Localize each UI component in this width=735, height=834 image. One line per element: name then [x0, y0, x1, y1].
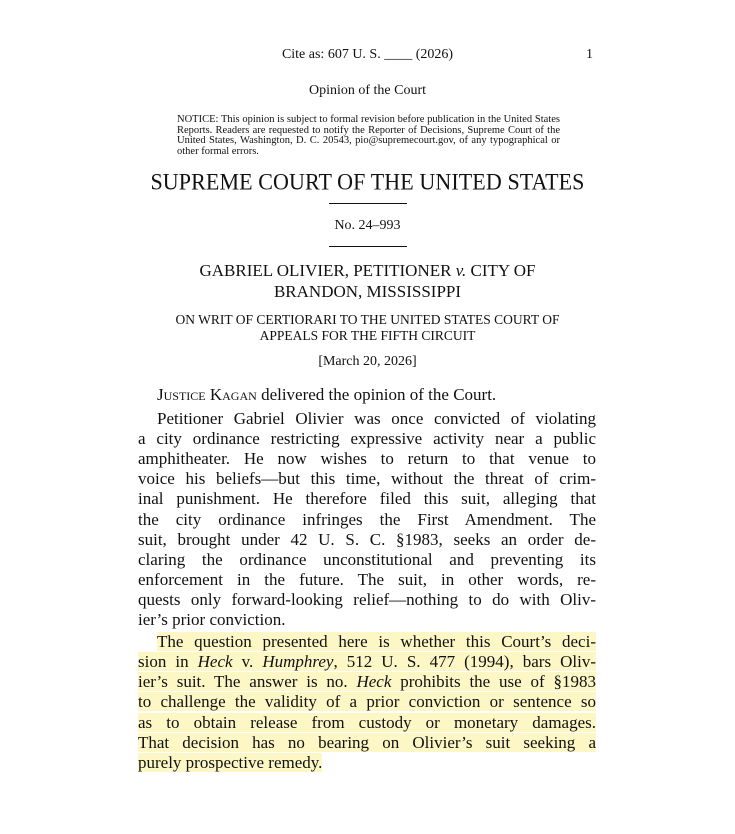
writ-line	[140, 312, 595, 344]
writ-line-2: APPEALS FOR THE FIFTH CIRCUIT	[259, 328, 476, 343]
court-name: SUPREME COURT OF THE UNITED STATES	[150, 168, 585, 195]
case-name: Humphrey	[262, 652, 334, 672]
paragraph-2-line	[138, 652, 596, 672]
paragraph-1-line: quests only forward-looking relief—nothing to do with Oliv-	[138, 589, 596, 609]
paragraph-1-line: the city ordinance infringes the First Amendment. The	[138, 509, 596, 529]
divider-rule	[329, 246, 407, 247]
paragraph-2-line	[138, 672, 596, 692]
case-caption	[150, 260, 585, 302]
highlighted-text	[138, 672, 596, 691]
paragraph-1-line: a city ordinance restricting expressive activity near a public	[138, 429, 596, 449]
caption-respondent-b: BRANDON, MISSISSIPPI	[273, 282, 462, 301]
paragraph-1-line: claring the ordinance unconstitutional and preventing its	[138, 549, 596, 569]
case-name: Heck	[197, 652, 233, 672]
caption-petitioner: GABRIEL OLIVIER, PETITIONER	[199, 261, 456, 280]
publication-notice: NOTICE: This opinion is subject to formal revision before publication in the United States Reports. Readers are requested to notify the Reporter of Decisions, Supreme Court of the United States, Washington, D. C. 20543, pio@supremecourt.gov, of any typographical or other formal errors.	[177, 114, 560, 157]
paragraph-2-line	[138, 753, 596, 773]
citation-header: Cite as: 607 U. S. ____ (2026)	[281, 47, 454, 62]
highlighted-text: as to obtain release from custody or monetary damages.	[138, 712, 596, 732]
case-name: Heck	[356, 672, 392, 692]
text-run: prohibits the use of §1983	[391, 672, 596, 692]
page-number: 1	[586, 47, 593, 62]
justice-name: Justice Kagan	[157, 385, 257, 404]
paragraph-1-line: Petitioner Gabriel Olivier was once convicted of violating	[157, 409, 596, 429]
text-run: sion in	[138, 652, 198, 672]
paragraph-2-line	[138, 713, 596, 733]
highlighted-text: That decision has no bearing on Olivier’s suit seeking a	[138, 732, 596, 752]
highlighted-text	[138, 652, 596, 671]
highlighted-text: to challenge the validity of a prior conviction or sentence so	[138, 692, 596, 712]
text-run: , 512 U. S. 477 (1994), bars Oliv-	[333, 652, 597, 672]
caption-versus: v.	[455, 261, 467, 280]
paragraph-1-line: enforcement in the future. The suit, in other words, re-	[138, 569, 596, 589]
opening-rest: delivered the opinion of the Court.	[256, 385, 497, 404]
paragraph-2-line	[138, 733, 596, 753]
divider-rule	[329, 203, 407, 204]
text-run: ier’s suit. The answer is no.	[138, 672, 357, 692]
docket-number: No. 24–993	[334, 218, 401, 233]
paragraph-1	[138, 409, 596, 630]
writ-line-1: ON WRIT OF CERTIORARI TO THE UNITED STATES COURT OF	[175, 312, 560, 327]
highlighted-text: purely prospective remedy.	[138, 752, 323, 772]
opening-line	[138, 385, 596, 405]
paragraph-1-line: amphitheater. He now wishes to return to that venue to	[138, 449, 596, 469]
opinion-label: Opinion of the Court	[308, 83, 427, 98]
paragraph-2-line	[138, 632, 596, 652]
decision-date: [March 20, 2026]	[318, 354, 417, 369]
paragraph-1-line: suit, brought under 42 U. S. C. §1983, seeks an order de-	[138, 529, 596, 549]
paragraph-1-line: ier’s prior conviction.	[138, 610, 286, 630]
paragraph-2-highlighted	[138, 632, 596, 773]
paragraph-1-line: inal punishment. He therefore filed this suit, alleging that	[138, 489, 596, 509]
paragraph-2-line	[138, 692, 596, 712]
highlighted-text: The question presented here is whether this Court’s deci-	[157, 632, 596, 652]
opinion-body	[138, 385, 596, 773]
caption-respondent-a: CITY OF	[466, 261, 536, 280]
paragraph-1-line: voice his beliefs—but this time, without the threat of crim-	[138, 469, 596, 489]
text-run: v.	[232, 652, 263, 672]
